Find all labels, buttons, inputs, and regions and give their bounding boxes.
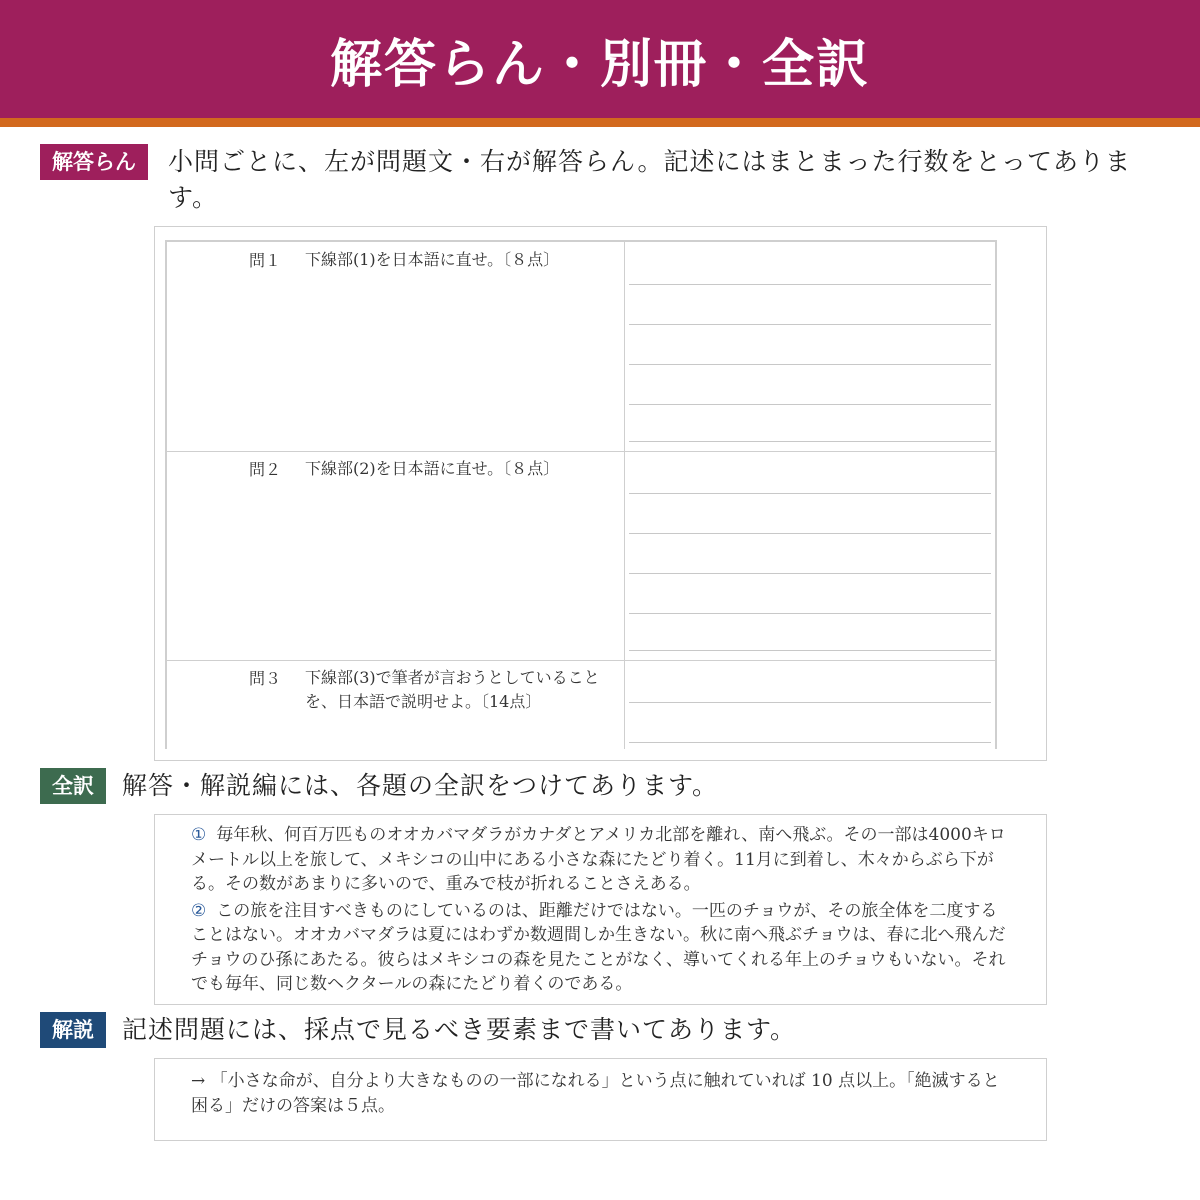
answer-section-heading [40,144,1160,216]
answer-line [629,573,991,574]
explanation-note: → 「小さな命が、自分より大きなものの一部になれる」という点に触れていれば 10 点以上。「絶滅すると困る」だけの答案は５点。 [191,1071,1000,1116]
question-row-3 [167,660,995,749]
answer-sheet-card [154,226,1047,761]
paragraph-text: 毎年秋、何百万匹ものオオカバマダラがカナダとアメリカ北部を離れ、南へ飛ぶ。その一部は4000キロメートル以上を旅して、メキシコの山中にある小さな森にたどり着く。11月に到着し、木々からぶら下がる。その数があまりに多いので、重みで枝が折れることさえある。 [191,825,1006,894]
translation-badge: 全訳 [40,768,106,804]
explanation-description: 記述問題には、採点で見るべき要素まで書いてあります。 [122,1015,797,1044]
answer-description: 小問ごとに、左が問題文・右が解答らん。記述にはまとまった行数をとってあります。 [168,147,1132,212]
paragraph-marker: ① [191,825,207,845]
answer-badge: 解答らん [40,144,148,180]
translation-card [154,814,1047,1005]
paragraph-text: この旅を注目すべきものにしているのは、距離だけではない。一匹のチョウが、その旅全体を二度することはない。オオカバマダラは夏にはわずか数週間しか生きない。秋に南へ飛ぶチョウは、春に北へ飛んだチョウのひ孫にあたる。彼らはメキシコの森を見たことがなく、導いてくれる年上のチョウもいない。それでも毎年、同じ数ヘクタールの森にたどり着くのである。 [191,900,1006,994]
translation-description: 解答・解説編には、各題の全訳をつけてあります。 [122,771,719,800]
answer-line [629,613,991,614]
answer-line [629,441,991,442]
explanation-badge: 解説 [40,1012,106,1048]
answer-line [629,404,991,405]
question-text: 下線部(3)で筆者が言おうとしていることを、日本語で説明せよ。〔14点〕 [305,668,600,711]
question-number: 問３ [249,669,282,688]
question-number: 問２ [249,460,282,479]
answer-line [629,702,991,703]
translation-paragraph-1 [191,823,1009,897]
answer-area[interactable] [629,242,991,451]
question-row-2 [167,451,995,661]
header-banner [0,0,1200,118]
explanation-card [154,1058,1047,1141]
answer-line [629,364,991,365]
answer-line [629,742,991,743]
answer-line [629,493,991,494]
answer-sheet [165,240,997,749]
answer-line [629,533,991,534]
question-number: 問１ [249,251,282,270]
translation-paragraph-2 [191,899,1009,997]
answer-line [629,324,991,325]
answer-area[interactable] [629,451,991,660]
translation-body [191,823,1009,997]
explanation-section-heading [40,1012,796,1048]
paragraph-marker: ② [191,900,207,921]
answer-area[interactable] [629,660,991,749]
answer-line [629,650,991,651]
page-title: 解答らん・別冊・全訳 [329,34,870,95]
question-cell [167,660,625,749]
question-text: 下線部(1)を日本語に直せ。〔８点〕 [305,250,560,269]
answer-line [629,284,991,285]
question-row-1 [167,242,995,452]
question-cell [167,242,625,451]
question-cell [167,451,625,660]
question-text: 下線部(2)を日本語に直せ。〔８点〕 [305,459,560,478]
header-accent-stripe [0,118,1200,127]
translation-section-heading [40,768,718,804]
